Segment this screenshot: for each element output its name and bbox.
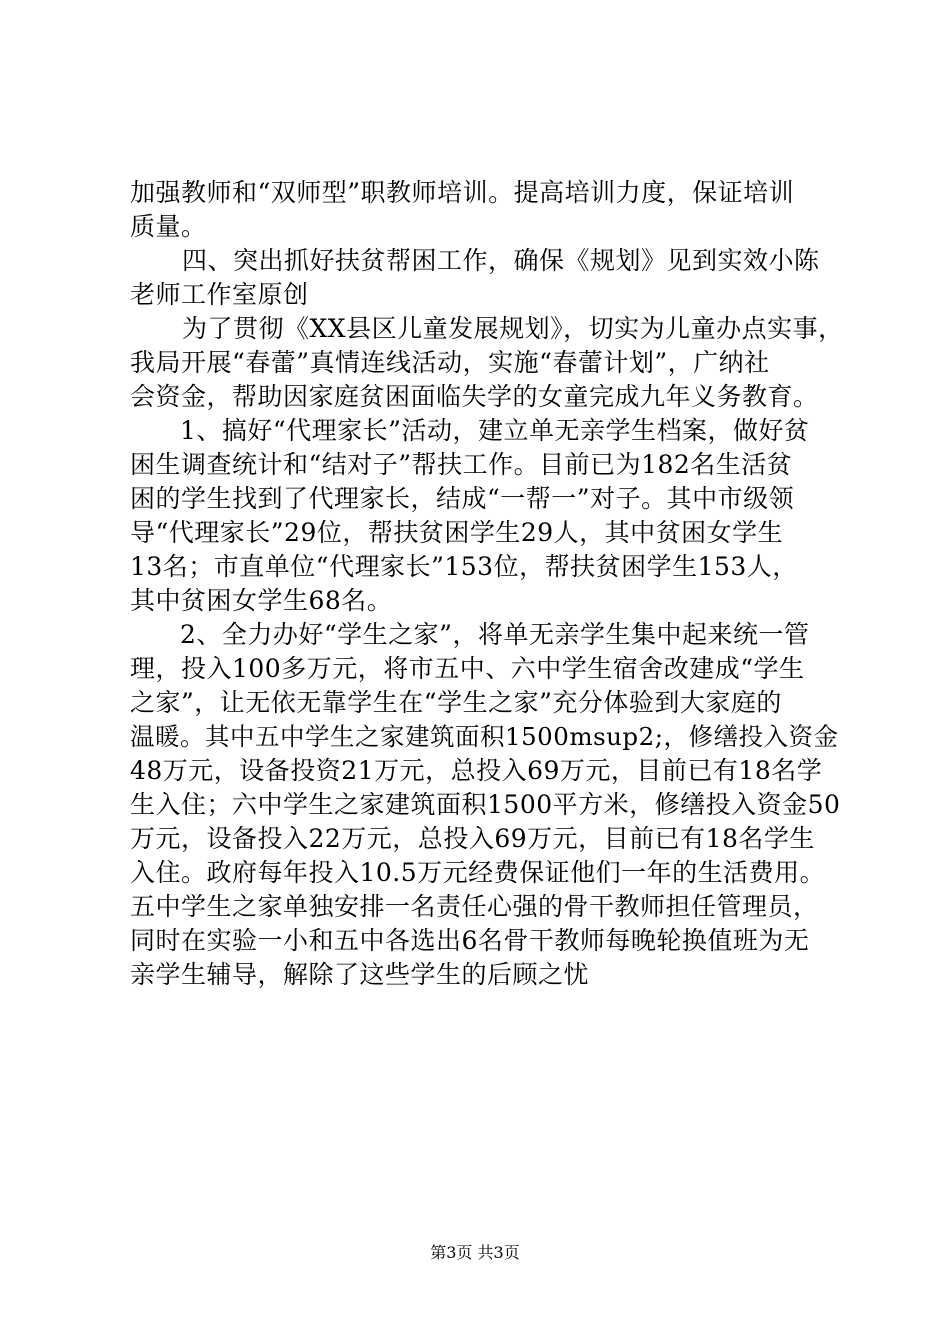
text-line: 亲学生辅导，解除了这些学生的后顾之忧 [130, 960, 590, 989]
text-line: 之家”，让无依无靠学生在“学生之家”充分体验到大家庭的 [130, 688, 782, 717]
text-line: 导“代理家长”29位，帮扶贫困学生29人，其中贫困女学生 [130, 518, 784, 547]
text-line: 为了贯彻《XX县区儿童发展规划》，切实为儿童办点实事， [182, 314, 844, 343]
page-number-footer: 第3页 共3页 [430, 1243, 520, 1262]
text-line: 我局开展“春蕾”真情连线活动，实施“春蕾计划”，广纳社 [130, 348, 770, 377]
text-line: 困的学生找到了代理家长，结成“一帮一”对子。其中市级领 [130, 484, 795, 513]
text-line: 2、全力办好“学生之家”，将单无亲学生集中起来统一管 [180, 620, 810, 649]
text-line: 同时在实验一小和五中各选出6名骨干教师每晚轮换值班为无 [130, 926, 810, 955]
text-line: 万元，设备投入22万元，总投入69万元，目前已有18名学生 [130, 824, 815, 853]
section-heading: 四、突出抓好扶贫帮困工作，确保《规划》见到实效小陈 [182, 246, 820, 275]
text-line: 入住。政府每年投入10.5万元经费保证他们一年的生活费用。 [130, 858, 826, 887]
text-line: 温暖。其中五中学生之家建筑面积1500msup2;，修缮投入资金 [130, 722, 839, 751]
text-line: 其中贫困女学生68名。 [130, 586, 393, 615]
text-line: 48万元，设备投资21万元，总投入69万元，目前已有18名学 [130, 756, 823, 785]
text-line: 1、搞好“代理家长”活动，建立单无亲学生档案，做好贫 [180, 416, 810, 445]
text-line: 13名；市直单位“代理家长”153位，帮扶贫困学生153人， [130, 552, 798, 581]
text-line: 困生调查统计和“结对子”帮扶工作。目前已为182名生活贫 [130, 450, 793, 479]
text-line: 理，投入100多万元，将市五中、六中学生宿舍改建成“学生 [130, 654, 805, 683]
text-line: 老师工作室原创 [130, 280, 309, 309]
text-line: 会资金，帮助因家庭贫困面临失学的女童完成九年义务教育。 [130, 382, 819, 411]
text-line: 五中学生之家单独安排一名责任心强的骨干教师担任管理员， [130, 892, 819, 921]
text-line: 生入住；六中学生之家建筑面积1500平方米，修缮投入资金50 [130, 790, 841, 819]
text-line: 加强教师和“双师型”职教师培训。提高培训力度，保证培训 [130, 178, 795, 207]
text-line: 质量。 [130, 212, 207, 241]
